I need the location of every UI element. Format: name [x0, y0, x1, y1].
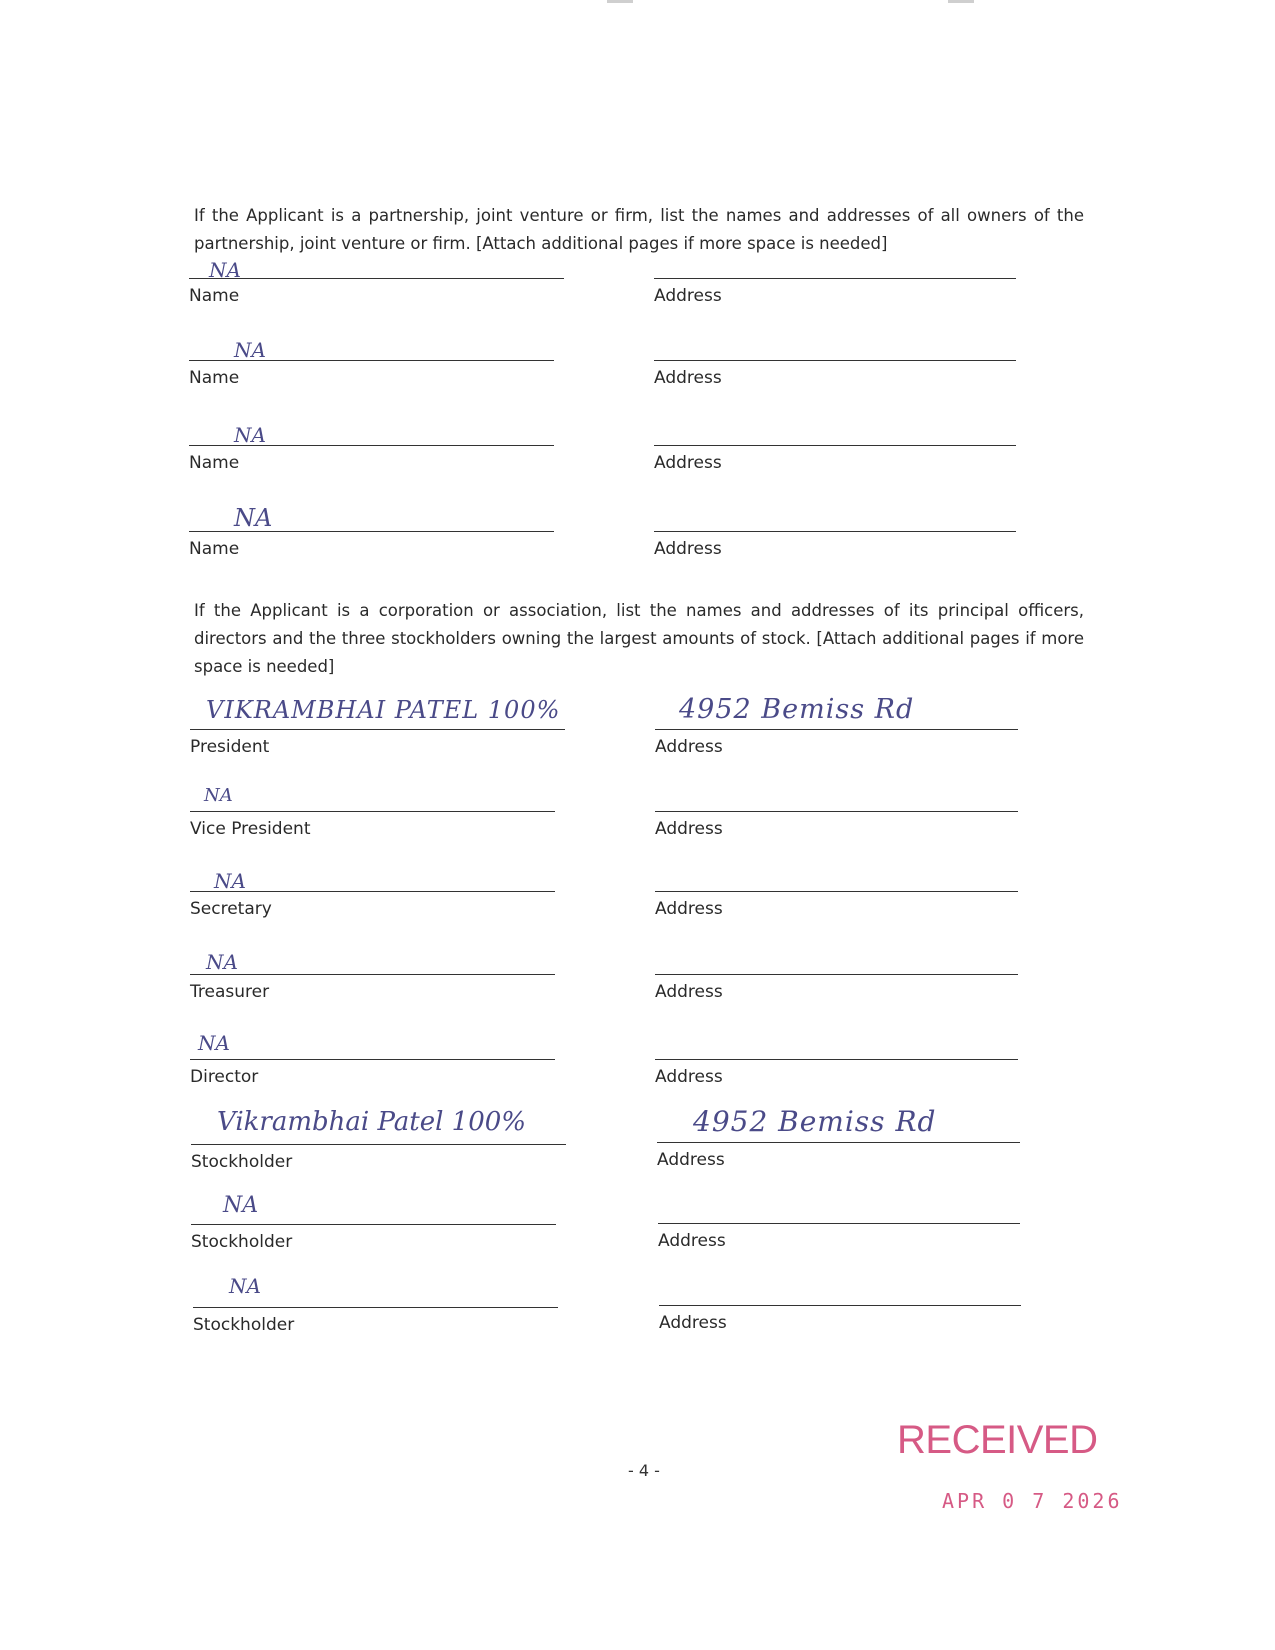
underline — [189, 445, 554, 446]
vice-president-address-field[interactable] — [655, 795, 1018, 845]
underline — [658, 1223, 1020, 1224]
underline — [654, 278, 1016, 279]
treasurer-name-value: NA — [206, 950, 238, 974]
stockholder-name-value: NA — [229, 1274, 261, 1298]
owner-name-label: Name — [189, 453, 240, 473]
underline — [193, 1307, 558, 1308]
president-label: President — [190, 737, 270, 757]
underline — [654, 360, 1016, 361]
owner-address-label: Address — [654, 539, 722, 559]
partnership-instructions: If the Applicant is a partnership, joint venture or firm, list the names and addresses of all owners of the partnership, joint venture or firm. [Attach additional pages if more space is needed] — [194, 206, 1084, 253]
underline — [190, 891, 555, 892]
stockholder-label: Stockholder — [191, 1232, 293, 1252]
vice-president-address-label: Address — [655, 819, 723, 839]
stockholder-address-value: 4952 Bemiss Rd — [693, 1105, 937, 1138]
scan-artifact — [948, 0, 974, 3]
stockholder-address-label: Address — [658, 1231, 726, 1251]
owner-name-field[interactable] — [189, 338, 554, 388]
vice-president-name-field[interactable] — [190, 785, 555, 845]
underline — [655, 729, 1018, 730]
owner-name-value: NA — [234, 423, 266, 447]
underline — [190, 811, 555, 812]
underline — [657, 1142, 1020, 1143]
underline — [190, 1059, 555, 1060]
director-address-field[interactable] — [655, 1043, 1018, 1093]
president-name-field[interactable] — [190, 696, 565, 762]
treasurer-address-field[interactable] — [655, 959, 1018, 1009]
director-name-value: NA — [198, 1031, 230, 1055]
stockholder-address-field[interactable] — [659, 1292, 1021, 1342]
scan-artifact — [607, 0, 633, 3]
owner-name-label: Name — [189, 286, 240, 306]
president-address-value: 4952 Bemiss Rd — [679, 694, 915, 725]
owner-address-label: Address — [654, 286, 722, 306]
owner-name-value: NA — [234, 338, 266, 362]
corporation-instructions: If the Applicant is a corporation or association, list the names and addresses of its principal officers, directors and the three stockholders owning the largest amounts of stock. [Attach additional pages if more space is needed] — [194, 601, 1084, 676]
underline — [659, 1305, 1021, 1306]
vice-president-name-value: NA — [204, 785, 233, 806]
stockholder-address-label: Address — [659, 1313, 727, 1333]
treasurer-label: Treasurer — [190, 982, 270, 1002]
underline — [655, 811, 1018, 812]
owner-name-value: NA — [234, 504, 273, 532]
secretary-address-label: Address — [655, 899, 723, 919]
vice-president-label: Vice President — [190, 819, 311, 839]
page-number: - 4 - — [628, 1461, 660, 1480]
stockholder-name-value: Vikrambhai Patel 100% — [217, 1107, 527, 1137]
treasurer-name-field[interactable] — [190, 950, 555, 1009]
owner-address-label: Address — [654, 368, 722, 388]
underline — [189, 531, 554, 532]
owner-address-field[interactable] — [654, 343, 1016, 388]
secretary-label: Secretary — [190, 899, 272, 919]
underline — [189, 360, 554, 361]
stockholder-address-field[interactable] — [658, 1207, 1020, 1257]
owner-address-field[interactable] — [654, 429, 1016, 474]
received-stamp: RECEIVED — [897, 1418, 1098, 1462]
stockholder-address-label: Address — [657, 1150, 725, 1170]
stockholder-label: Stockholder — [193, 1315, 295, 1335]
underline — [191, 1224, 556, 1225]
president-address-label: Address — [655, 737, 723, 757]
underline — [190, 729, 565, 730]
stockholder-name-field[interactable] — [193, 1274, 558, 1342]
director-name-field[interactable] — [190, 1031, 555, 1093]
secretary-address-field[interactable] — [655, 876, 1018, 926]
owner-address-field[interactable] — [654, 514, 1016, 559]
owner-name-field[interactable] — [189, 423, 554, 474]
stockholder-address-field[interactable] — [657, 1105, 1020, 1177]
owner-name-label: Name — [189, 539, 240, 559]
owner-address-field[interactable] — [654, 262, 1016, 307]
owner-name-label: Name — [189, 368, 240, 388]
owner-name-field[interactable] — [189, 504, 554, 559]
stockholder-name-field[interactable] — [191, 1193, 556, 1257]
underline — [655, 891, 1018, 892]
treasurer-address-label: Address — [655, 982, 723, 1002]
owner-name-value: NA — [209, 258, 241, 282]
underline — [191, 1144, 566, 1145]
received-stamp-date: APR 0 7 2026 — [942, 1489, 1123, 1513]
underline — [654, 445, 1016, 446]
secretary-name-value: NA — [214, 869, 246, 893]
director-address-label: Address — [655, 1067, 723, 1087]
stockholder-label: Stockholder — [191, 1152, 293, 1172]
secretary-name-field[interactable] — [190, 869, 555, 926]
underline — [655, 974, 1018, 975]
underline — [190, 974, 555, 975]
stockholder-name-value: NA — [223, 1193, 259, 1218]
underline — [654, 531, 1016, 532]
stockholder-name-field[interactable] — [191, 1107, 566, 1177]
owner-address-label: Address — [654, 453, 722, 473]
director-label: Director — [190, 1067, 259, 1087]
president-address-field[interactable] — [655, 694, 1018, 762]
underline — [189, 278, 564, 279]
underline — [655, 1059, 1018, 1060]
owner-name-field[interactable] — [189, 258, 564, 307]
president-name-value: VIKRAMBHAI PATEL 100% — [206, 696, 561, 724]
